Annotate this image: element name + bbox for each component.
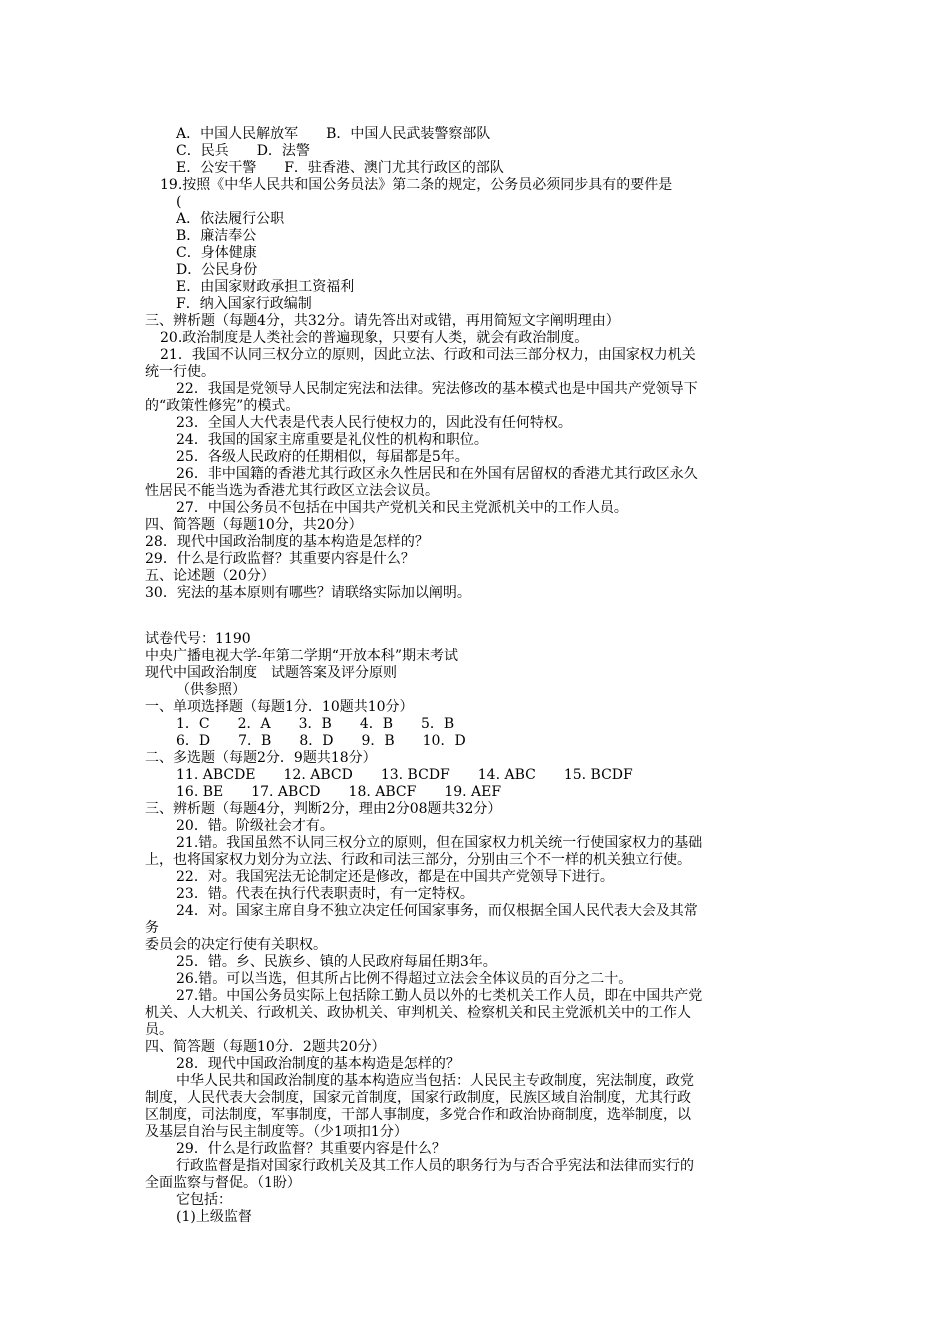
answer-line: 11. ABCDE 12. ABCD 13. BCDF 14. ABC 15. BCDF <box>176 767 633 783</box>
exam-code: 试卷代号：1190 <box>145 631 251 647</box>
question-line: 性居民不能当选为香港尤其行政区立法会议员。 <box>145 483 439 499</box>
answer-line: 16. BE 17. ABCD 18. ABCF 19. AEF <box>176 784 502 800</box>
question-line: 27．中国公务员不包括在中国共产党机关和民主党派机关中的工作人员。 <box>176 500 628 516</box>
answer-line: 24．对。国家主席自身不独立决定任何国家事务，而仅根据全国人民代表大会及其常 <box>176 903 698 919</box>
answer-line: 26.错。可以当选，但其所占比例不得超过立法会全体议员的百分之二十。 <box>176 971 633 987</box>
section-heading: 三、辨析题（每题4分，判断2分，理由2分08题共32分） <box>145 801 502 817</box>
answer-line: 员。 <box>145 1022 173 1038</box>
answer-line: 区制度，司法制度，军事制度，干部人事制度，多党合作和政治协商制度，选举制度，以 <box>145 1107 691 1123</box>
answer-line: 它包括： <box>176 1192 232 1208</box>
option-line: F．纳入国家行政编制 <box>176 296 312 312</box>
option-line: A．依法履行公职 <box>176 211 285 227</box>
section-heading: 四、简答题（每题10分，共20分） <box>145 517 363 533</box>
exam-subtitle: 现代中国政治制度 试题答案及评分原则 <box>145 665 397 681</box>
question-line: 22．我国是党领导人民制定宪法和法律。宪法修改的基本模式也是中国共产党领导下 <box>176 381 698 397</box>
section-heading: 二、多选题（每题2分．9题共18分） <box>145 750 377 766</box>
option-line: D．公民身份 <box>176 262 258 278</box>
option-line: E．公安干警 F．驻香港、澳门尤其行政区的部队 <box>176 160 504 176</box>
answer-line: 上，也将国家权力划分为立法、行政和司法三部分，分别由三个不一样的机关独立行使。 <box>145 852 691 868</box>
question-line: 25．各级人民政府的任期相似，每届都是5年。 <box>176 449 469 465</box>
answer-line: 28．现代中国政治制度的基本构造是怎样的？ <box>176 1056 460 1072</box>
answer-line: 22．对。我国宪法无论制定还是修改，都是在中国共产党领导下进行。 <box>176 869 614 885</box>
answer-line: 27.错。中国公务员实际上包括除工勤人员以外的七类机关工作人员，即在中国共产党 <box>176 988 703 1004</box>
section-heading: 三、辨析题（每题4分，共32分。请先答出对或错，再用简短文字阐明理由） <box>145 313 620 329</box>
question-line: 23．全国人大代表是代表人民行使权力的，因此没有任何特权。 <box>176 415 572 431</box>
answer-line: 1．C 2．A 3．B 4．B 5．B <box>176 716 455 732</box>
answer-line: 20．错。阶级社会才有。 <box>176 818 334 834</box>
answer-line: 中华人民共和国政治制度的基本构造应当包括：人民民主专政制度，宪法制度，政党 <box>176 1073 694 1089</box>
exam-note: （供参照） <box>176 682 246 698</box>
question-line: ( <box>176 194 182 210</box>
option-line: C．身体健康 <box>176 245 257 261</box>
answer-line: 29．什么是行政监督？其重要内容是什么？ <box>176 1141 446 1157</box>
question-line: 21．我国不认同三权分立的原则，因此立法、行政和司法三部分权力，由国家权力机关 <box>160 347 696 363</box>
answer-line: 6．D 7．B 8．D 9．B 10．D <box>176 733 466 749</box>
option-line: E．由国家财政承担工资福利 <box>176 279 355 295</box>
question-line: 28．现代中国政治制度的基本构造是怎样的？ <box>145 534 429 550</box>
exam-title: 中央广播电视大学-年第二学期“开放本科”期末考试 <box>145 648 459 664</box>
section-heading: 一、单项选择题（每题1分．10题共10分） <box>145 699 414 715</box>
section-heading: 四、简答题（每题10分．2题共20分） <box>145 1039 386 1055</box>
question-line: 统一行使。 <box>145 364 215 380</box>
answer-line: 及基层自治与民主制度等。（少1项扣1分） <box>145 1124 408 1140</box>
answer-line: 全面监察与督促。（1盼） <box>145 1175 301 1191</box>
answer-line: 委员会的决定行使有关职权。 <box>145 937 327 953</box>
question-line: 29．什么是行政监督？其重要内容是什么？ <box>145 551 415 567</box>
question-line: 的“政策性修宪”的模式。 <box>145 398 300 414</box>
answer-line: 23．错。代表在执行代表职责时，有一定特权。 <box>176 886 474 902</box>
answer-line: 行政监督是指对国家行政机关及其工作人员的职务行为与否合乎宪法和法律而实行的 <box>176 1158 694 1174</box>
option-line: B．廉洁奉公 <box>176 228 257 244</box>
option-line: A．中国人民解放军 B．中国人民武装警察部队 <box>176 126 491 142</box>
question-line: 30．宪法的基本原则有哪些？请联络实际加以阐明。 <box>145 585 471 601</box>
answer-line: 制度，人民代表大会制度，国家元首制度，国家行政制度，民族区域自治制度，尤其行政 <box>145 1090 691 1106</box>
answer-line: (1)上级监督 <box>176 1209 252 1225</box>
question-line: 19.按照《中华人民共和国公务员法》第二条的规定，公务员必须同步具有的要件是 <box>160 177 673 193</box>
question-line: 20.政治制度是人类社会的普遍现象，只要有人类，就会有政治制度。 <box>160 330 589 346</box>
answer-line: 务 <box>145 920 159 936</box>
answer-line: 21.错。我国虽然不认同三权分立的原则，但在国家权力机关统一行使国家权力的基础 <box>176 835 703 851</box>
section-heading: 五、论述题（20分） <box>145 568 275 584</box>
question-line: 24．我国的国家主席重要是礼仪性的机构和职位。 <box>176 432 488 448</box>
answer-line: 机关、人大机关、行政机关、政协机关、审判机关、检察机关和民主党派机关中的工作人 <box>145 1005 691 1021</box>
question-line: 26．非中国籍的香港尤其行政区永久性居民和在外国有居留权的香港尤其行政区永久 <box>176 466 698 482</box>
option-line: C．民兵 D．法警 <box>176 143 310 159</box>
answer-line: 25．错。乡、民族乡、镇的人民政府每届任期3年。 <box>176 954 497 970</box>
